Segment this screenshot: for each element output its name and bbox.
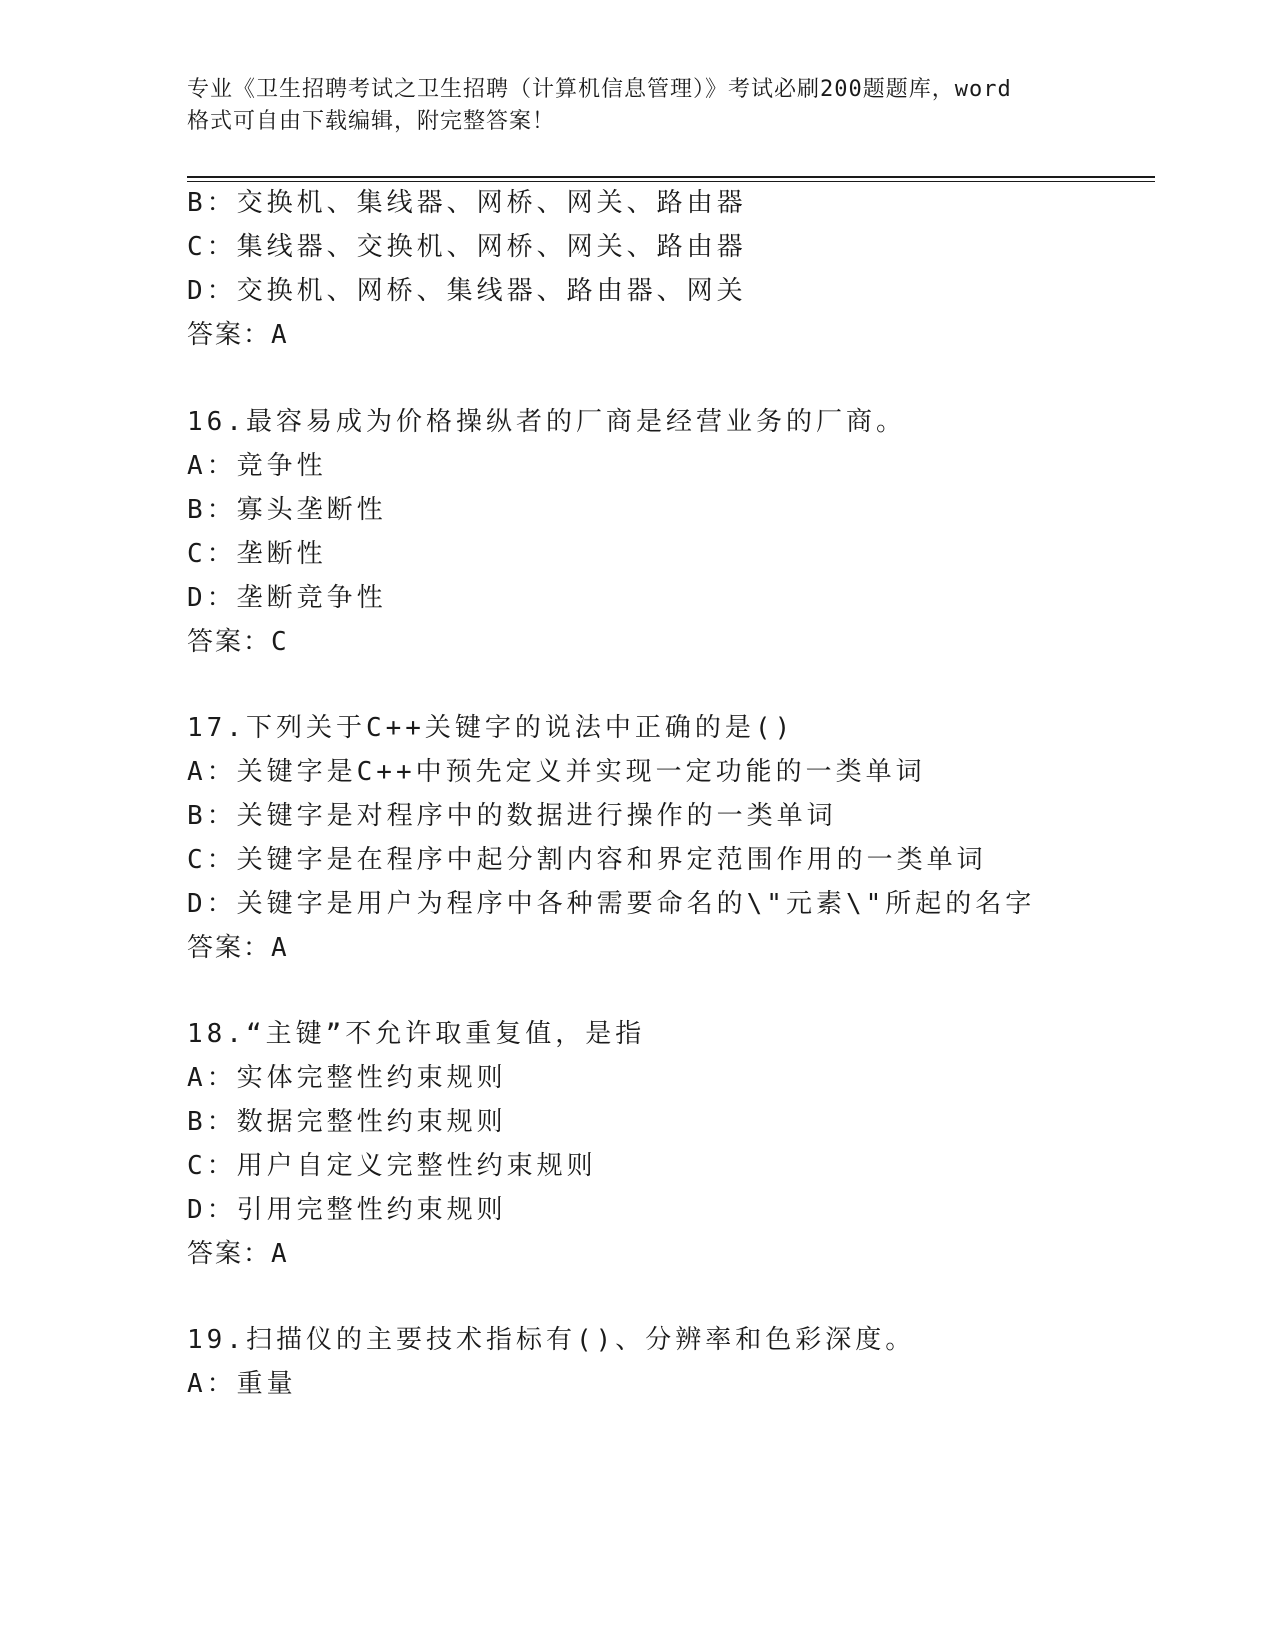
answer-label: 答案： (187, 627, 272, 657)
header-title-line-2: 格式可自由下载编辑，附完整答案！ (187, 109, 556, 134)
q15-option-b: B：交换机、集线器、网桥、网关、路由器 (187, 188, 747, 218)
answer-value: A (271, 1239, 287, 1269)
header-title-line-1: 专业《卫生招聘考试之卫生招聘（计算机信息管理）》考试必刷200题题库，word (187, 77, 1012, 102)
q19-question: 19.扫描仪的主要技术指标有()、分辨率和色彩深度。 (187, 1325, 916, 1355)
q16-question: 16.最容易成为价格操纵者的厂商是经营业务的厂商。 (187, 407, 906, 437)
q18-option-a: A：实体完整性约束规则 (187, 1063, 507, 1093)
q16-option-d: D：垄断竞争性 (187, 583, 387, 613)
header-divider (187, 176, 1155, 182)
answer-label: 答案： (187, 320, 272, 350)
q17-option-d: D：关键字是用户为程序中各种需要命名的\"元素\"所起的名字 (187, 889, 1036, 919)
q17-option-a: A：关键字是C++中预先定义并实现一定功能的一类单词 (187, 757, 926, 787)
q18-answer (187, 1236, 287, 1272)
answer-value: A (271, 933, 287, 963)
q17-answer (187, 930, 287, 966)
answer-value: A (271, 320, 287, 350)
q15-option-c: C：集线器、交换机、网桥、网关、路由器 (187, 232, 747, 262)
q17-question: 17.下列关于C++关键字的说法中正确的是() (187, 713, 795, 743)
q17-option-c: C：关键字是在程序中起分割内容和界定范围作用的一类单词 (187, 845, 987, 875)
q15-answer (187, 317, 287, 353)
document-header (187, 74, 1087, 138)
q15-option-d: D：交换机、网桥、集线器、路由器、网关 (187, 276, 747, 306)
answer-label: 答案： (187, 933, 272, 963)
q16-option-b: B：寡头垄断性 (187, 495, 387, 525)
q16-answer (187, 624, 287, 660)
q18-option-c: C：用户自定义完整性约束规则 (187, 1151, 597, 1181)
q18-question: 18.“主键”不允许取重复值，是指 (187, 1019, 646, 1049)
q18-option-b: B：数据完整性约束规则 (187, 1107, 507, 1137)
q16-option-a: A：竞争性 (187, 451, 327, 481)
q16-option-c: C：垄断性 (187, 539, 327, 569)
answer-value: C (271, 627, 287, 657)
q18-option-d: D：引用完整性约束规则 (187, 1195, 507, 1225)
q19-option-a: A：重量 (187, 1369, 297, 1399)
q17-option-b: B：关键字是对程序中的数据进行操作的一类单词 (187, 801, 837, 831)
answer-label: 答案： (187, 1239, 272, 1269)
